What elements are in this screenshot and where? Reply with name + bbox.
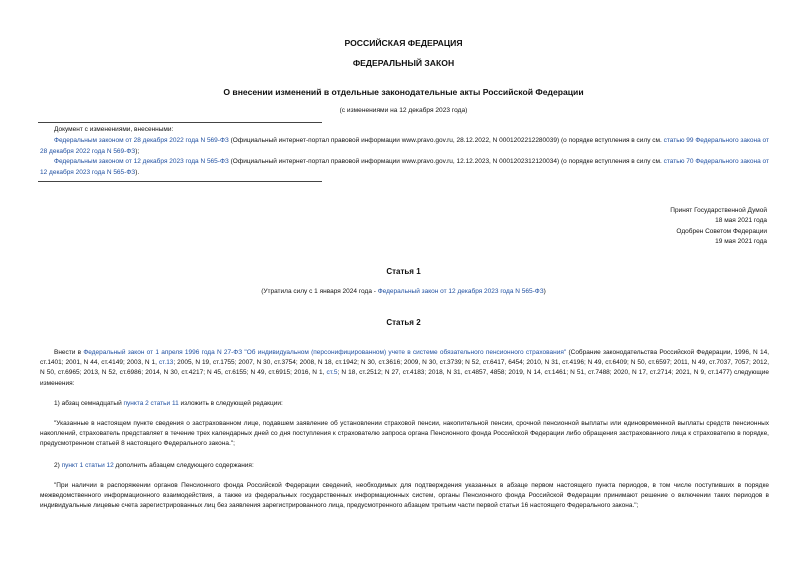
article-99-link[interactable]: статью 99 Федерального закона от 28 декабря 2022 года N 569-ФЗ (40, 137, 770, 155)
edition-note: (с изменениями на 12 декабря 2023 года) (339, 107, 468, 114)
changes-intro: Документ с изменениями, внесенными: (54, 126, 174, 133)
law-type-heading: ФЕДЕРАЛЬНЫЙ ЗАКОН (352, 58, 455, 68)
quote-1: "Указанные в настоящем пункте сведения о застрахованном лице, подавшем заявление об установлении страховой пенсии, накопительной пенсии, срочной пенсионной выплаты или единовременной выплаты средств пенсионных накоплений, страхователь представляет в течение трех календарных дней со дня поступления к страхователю запроса органа Пенсионного фонда Российской Федерации либо обращения застрахованного лица к страхователю в порядке, предусмотренном статьей 8 настоящего Федерального закона."; (40, 420, 769, 448)
change-item-1-end: ); (135, 147, 140, 155)
country-heading: РОССИЙСКАЯ ФЕДЕРАЦИЯ (344, 38, 463, 48)
article-70-link[interactable]: статью 70 Федерального закона от 12 декабря 2023 года N 565-ФЗ (40, 158, 770, 176)
quote-2: "При наличии в распоряжении органов Пенсионного фонда Российской Федерации сведений, необходимых для подтверждения указанных в абзаце первом настоящего пункта периодов, в том числе поступивших в порядке межведомственного информационного взаимодействия, а также из федеральных государственных информационных систем, органы Пенсионного фонда Российской Федерации принимают решение о включении таких периодов в индивидуальные лицевые счета зарегистрированных лиц без заявления зарегистрированного лица, предусмотренного абзацем третьим части первой статьи 16 настоящего Федерального закона."; (40, 482, 769, 510)
bottom-divider (38, 181, 322, 182)
article-1-end: ) (543, 288, 546, 295)
article-2-item-2 (40, 461, 769, 471)
article-1-title: Статья 1 (386, 267, 421, 276)
item-2-pre: 2) (54, 462, 62, 469)
article-1-text (0, 288, 807, 295)
article-1-repeal-link[interactable]: Федеральный закон от 12 декабря 2023 года N 565-ФЗ (377, 288, 544, 295)
adoption-duma: Принят Государственной Думой (670, 207, 767, 214)
item-1-pre: 1) абзац семнадцатый (54, 400, 124, 407)
st5-link[interactable]: ст.5 (326, 369, 338, 377)
change-item-1 (40, 136, 770, 157)
law-title: О внесении изменений в отдельные законодательные акты Российской Федерации (223, 87, 584, 97)
article-11-link[interactable]: пункта 2 статьи 11 (123, 400, 179, 407)
change-item-1-text: (Официальный интернет-портал правовой информации www.pravo.gov.ru, 28.12.2022, N 0001202212280039) (о порядке вступления в силу см. (228, 137, 664, 144)
item-1-post: изложить в следующей редакции: (178, 400, 283, 407)
change-item-2 (40, 157, 770, 178)
article-2-intro-post3: ; N 18, ст.2512; N 27, ст.4183; 2018, N 31, ст.4857, 4858; 2019, N 14, ст.1461; N 51, ст.7488; 2020, N 17, ст.2714; 2021, N 9, ст.1477) следующие изменения: (40, 369, 770, 387)
st13-link[interactable]: ст.13 (158, 359, 174, 367)
adoption-block (670, 206, 767, 247)
adoption-duma-date: 18 мая 2021 года (715, 217, 767, 225)
adoption-council-date: 19 мая 2021 года (715, 237, 767, 245)
article-2-intro (40, 348, 769, 389)
change-item-2-end: ). (135, 168, 140, 176)
adoption-council: Одобрен Советом Федерации (676, 227, 767, 235)
law-27-fz-link[interactable]: Федеральный закон от 1 апреля 1996 года N 27-ФЗ "Об индивидуальном (персонифицированном) учете в системе обязательного пенсионного страхования" (83, 349, 567, 356)
article-2-title: Статья 2 (386, 318, 421, 327)
item-2-post: дополнить абзацем следующего содержания: (113, 462, 254, 469)
article-2-intro-pre: Внести в (54, 349, 84, 356)
change-item-2-text: (Официальный интернет-портал правовой информации www.pravo.gov.ru, 12.12.2023, N 0001202312120034) (о порядке вступления в силу см. (228, 158, 664, 165)
article-12-link[interactable]: пункт 1 статьи 12 (61, 462, 114, 469)
article-2-intro-post: (Собрание законодательства Российской Федерации, 1996, N 14, ст.1401; 2001, N 44, ст.4149; 2003, N 1, (40, 349, 769, 367)
amendment-link-565[interactable]: Федеральным законом от 12 декабря 2023 года N 565-ФЗ (54, 158, 229, 165)
amendment-link-569[interactable]: Федеральным законом от 28 декабря 2022 года N 569-ФЗ (54, 137, 229, 144)
article-1-repealed: (Утратила силу с 1 января 2024 года - (261, 288, 378, 295)
article-2-intro-post2: ; 2005, N 19, ст.1755; 2007, N 30, ст.3754; 2008, N 18, ст.1942; N 30, ст.3616; 2009, N 30, ст.3739; N 52, ст.6417, 6454; 2010, N 31, ст.4196; N 49, ст.6409; N 50, ст.6597; 2011, N 49, ст.7037, 7057; 2012, N 50, ст.6965; 2013, N 52, ст.6986; 2014, N 30, ст.4217; N 45, ст.6155; N 49, ст.6915; 2016, N 1, (40, 359, 769, 377)
top-divider (38, 122, 322, 123)
article-2-item-1 (40, 399, 769, 409)
